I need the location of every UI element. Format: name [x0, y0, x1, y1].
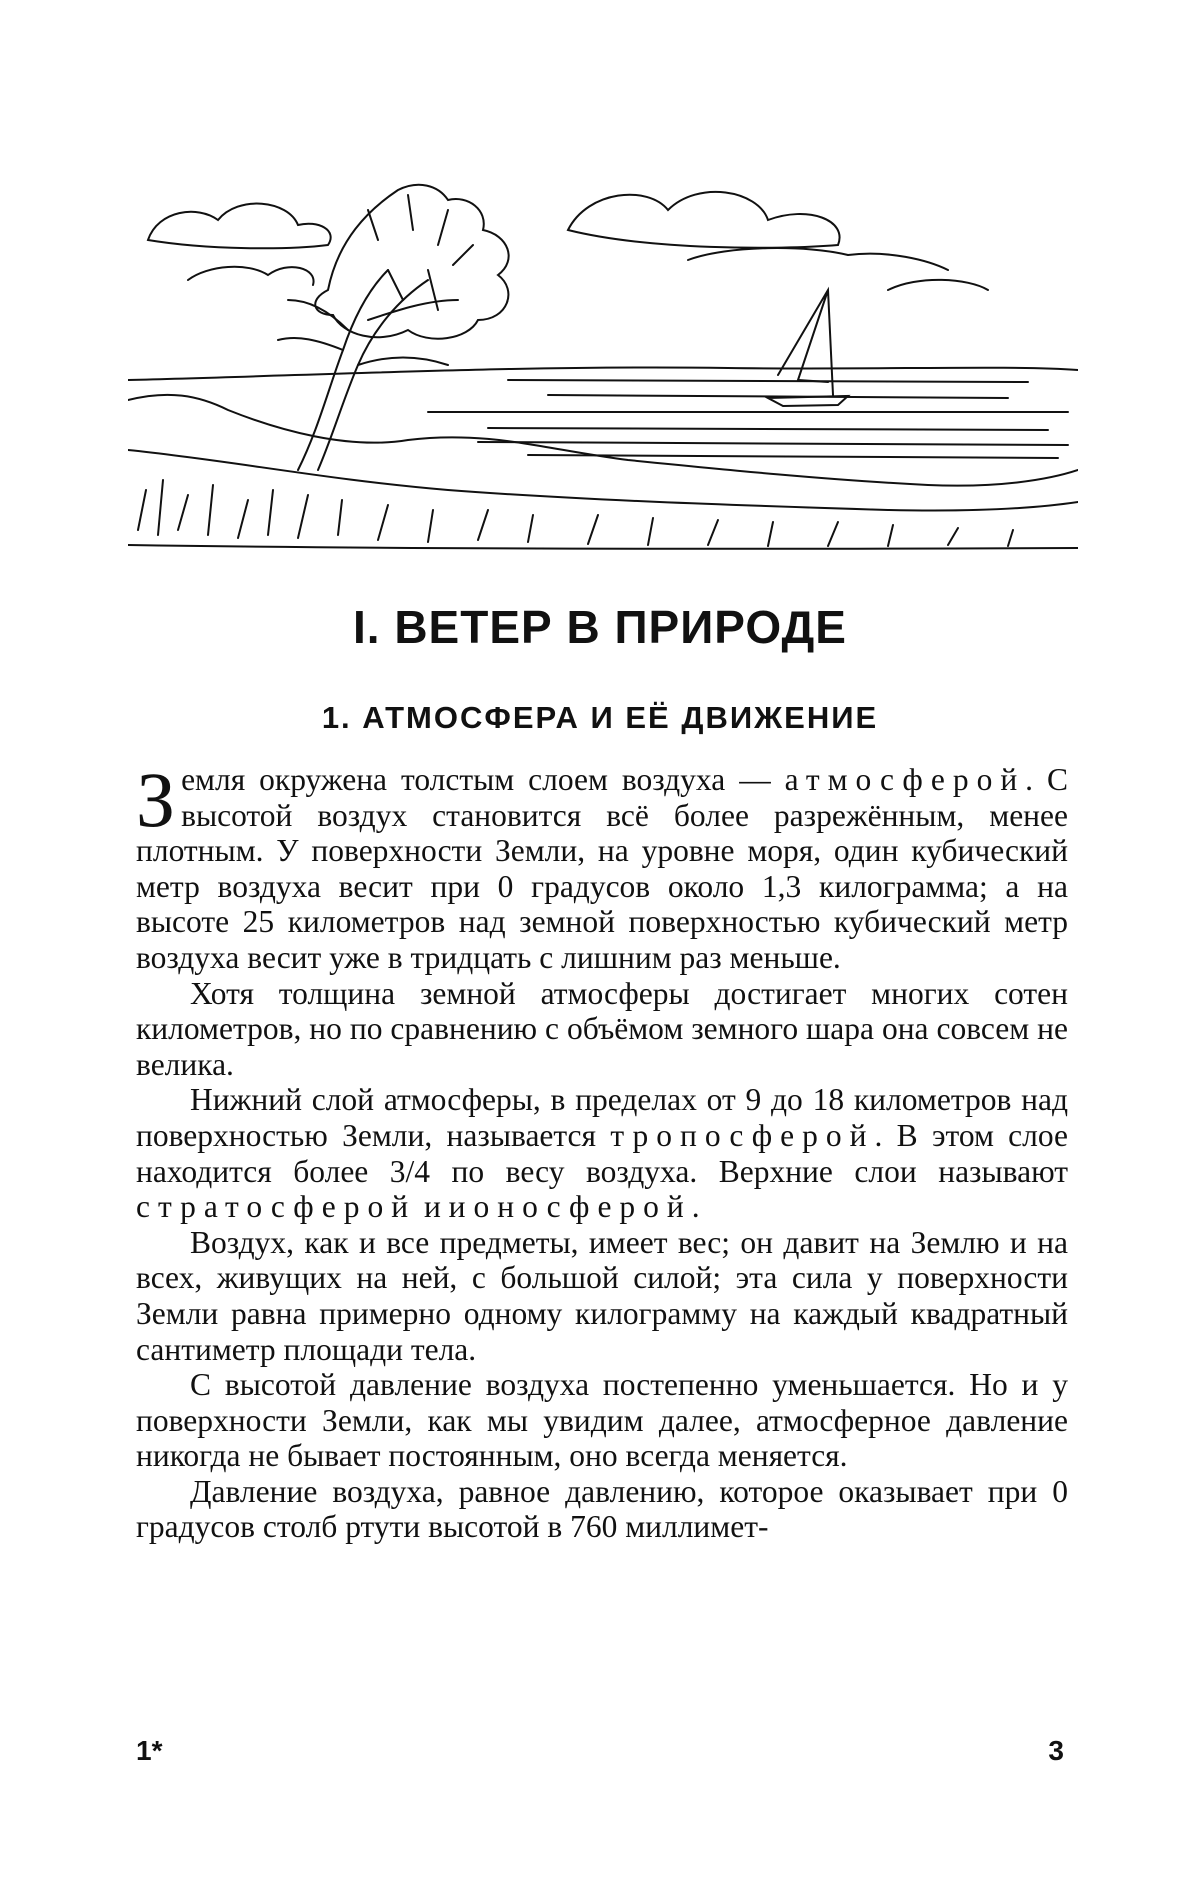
text-run: емля окружена толстым слоем воздуха —	[181, 762, 785, 797]
paragraph: Давление воздуха, равное давлению, которое оказывает при 0 градусов столб ртути высотой в 760 миллимет-	[136, 1473, 1068, 1545]
text-run: . В этом слое находится более 3/4 по весу воздуха. Верхние слои называют	[136, 1117, 1068, 1189]
text-run: Нижний слой атмосферы, в пределах от 9 до 18 километров над поверхностью Земли, называется	[136, 1082, 1068, 1153]
paragraph	[136, 756, 1069, 976]
spaced-term: ионосферой	[448, 1189, 692, 1225]
shoreline	[128, 395, 1078, 486]
paragraph: Хотя толщина земной атмосферы достигает многих сотен километров, но по сравнению с объёмом земного шара она совсем не велика.	[136, 975, 1068, 1082]
signature-mark: 1*	[136, 1735, 163, 1766]
cloud-left-2	[188, 267, 314, 285]
paragraph: Воздух, как и все предметы, имеет вес; он давит на Землю и на всех, живущих на ней, с большой силой; эта сила у поверхности Земли равна примерно одному килограмму на каждый квадратный сантиметр площади тела.	[136, 1224, 1068, 1367]
spaced-term: стратосферой	[136, 1189, 417, 1225]
page-number: 3	[1048, 1735, 1064, 1766]
body-text	[136, 756, 1069, 1545]
tree-foliage	[315, 185, 508, 339]
text-run: и	[416, 1189, 449, 1225]
cloud-right-2	[688, 248, 948, 270]
spaced-term: тропосферой	[610, 1117, 875, 1153]
cloud-left	[148, 204, 331, 249]
chapter-title: I. ВЕТЕР В ПРИРОДЕ	[353, 601, 847, 653]
sailboat	[768, 290, 848, 406]
landscape-tree-sea-sailboat-illustration	[128, 150, 1078, 550]
section-title: 1. АТМОСФЕРА И ЕЁ ДВИЖЕНИЕ	[321, 700, 879, 735]
text-run: .	[691, 1189, 700, 1225]
drop-cap: З	[136, 756, 176, 843]
paragraph	[136, 1082, 1068, 1224]
grass	[138, 480, 1013, 546]
horizon-line	[128, 367, 1078, 380]
cloud-right	[568, 192, 840, 248]
spaced-term: атмосферой	[784, 762, 1026, 797]
cloud-far	[888, 280, 988, 290]
paragraph: С высотой давление воздуха постепенно уменьшается. Но и у поверхности Земли, как мы увидим далее, атмосферное давление никогда не бывает постоянным, оно всегда меняется.	[136, 1367, 1068, 1474]
text-run: . С высотой воздух становится всё более разрежённым, менее плотным. У поверхности Земли, на уровне моря, один кубический метр воздуха весит при 0 градусов около 1,3 килограмма; а на высоте 25 километров над земной поверхностью кубический метр воздуха весит уже в тридцать с лишним раз меньше.	[136, 762, 1069, 975]
